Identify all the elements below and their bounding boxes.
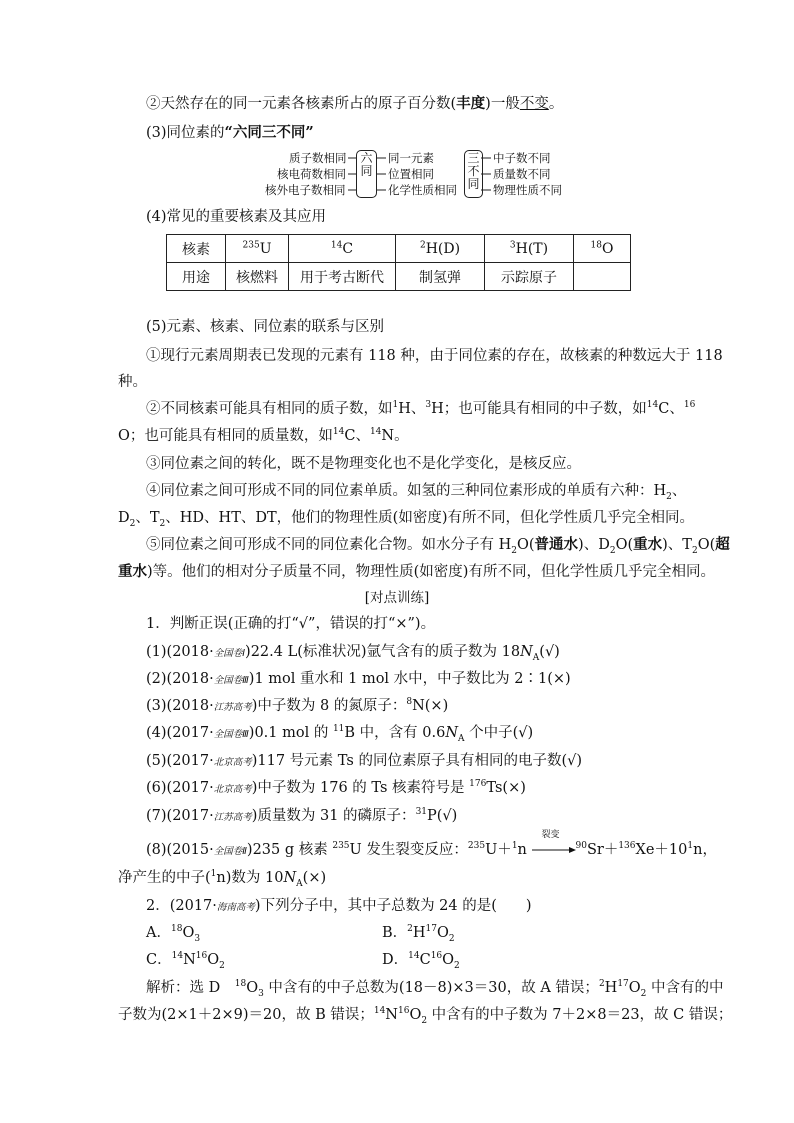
diagram-right-2: 质量数不同 (493, 167, 551, 181)
diagram-mid-1: 同一元素 (388, 151, 434, 165)
table-cell: $^{235}$U (226, 235, 289, 263)
table-row (167, 235, 631, 263)
list-item: (8)(2015·全国卷Ⅱ)235 g 核素 $^{235}$U 发生裂变反应：$^{235}$U＋$^1$n 裂变 $^{90}Sr+^{136}Xe+10^1n$， (146, 830, 717, 858)
paragraph-line: ⑤同位素之间可形成不同的同位素化合物。如水分子有 $H_2O$(普通水)、$D_2O$(重水)、$T_2O$(超 (146, 536, 730, 556)
paragraph-line: 种。 (118, 374, 147, 390)
table-cell: 核燃料 (226, 263, 289, 291)
paragraph-line: ④同位素之间可形成不同的同位素单质。如氢的三种同位素形成的单质有六种：$H_2$、 (146, 483, 687, 502)
diagram-left-2: 核电荷数相同 (277, 167, 346, 181)
list-item: 净产生的中子($^1$n)数为 $10N_A(\times)$ (118, 869, 327, 889)
six-same-box: 六同 (356, 150, 377, 198)
fission-arrow-icon: 裂变 (532, 843, 576, 857)
table-cell: $^3$H(T) (485, 235, 574, 263)
table-cell: $^{18}$O (574, 235, 631, 263)
table-cell: 用于考古断代 (289, 263, 396, 291)
table-cell: 示踪原子 (485, 263, 574, 291)
table-cell: 核素 (167, 235, 226, 263)
table-cell (574, 263, 631, 291)
section-5-title: (5)元素、核素、同位素的联系与区别 (146, 319, 385, 335)
nuclide-table (166, 234, 631, 291)
table-cell: 用途 (167, 263, 226, 291)
section-3-title: (3)同位素的“六同三不同” (146, 124, 314, 141)
question-1: 1．判断正误(正确的打“√”，错误的打“×”)。 (146, 616, 436, 632)
table-cell: $^2$H(D) (396, 235, 485, 263)
paragraph-line: 重水)等。他们的相对分子质量不同，物理性质(如密度)有所不同，但化学性质几乎完全相同。 (118, 563, 715, 580)
paragraph-line: O；也可能具有相同的质量数，如$^{14}$C、$^{14}$N。 (118, 427, 409, 444)
diagram-right-3: 物理性质不同 (493, 183, 562, 197)
list-item: (2)(2018·全国卷Ⅲ)1 mol 重水和 1 mol 水中，中子数比为 2∶1(×) (146, 671, 571, 687)
diagram-left-1: 质子数相同 (289, 151, 347, 165)
practice-heading: [对点训练] (364, 590, 430, 606)
list-item: (5)(2017·北京高考)117 号元素 Ts 的同位素原子具有相同的电子数(√) (146, 753, 583, 769)
option-a: A．$^{18}O_3$ (146, 924, 201, 944)
paragraph-line: ①现行元素周期表已发现的元素有 118 种，由于同位素的存在，故核素的种数远大于 118 (146, 348, 723, 364)
list-item: (4)(2017·全国卷Ⅲ)0.1 mol 的 $^{11}$B 中，含有 $0.6N_A$ 个中子(√) (146, 724, 534, 744)
diagram-mid-2: 位置相同 (388, 167, 434, 181)
diagram-right-1: 中子数不同 (493, 151, 551, 165)
paragraph-line: $D_2$、$T_2$、HD、HT、DT，他们的物理性质(如密度)有所不同，但化学性质几乎完全相同。 (118, 510, 694, 529)
diagram-left-3: 核外电子数相同 (265, 183, 346, 197)
paragraph-line: ②不同核素可能具有相同的质子数，如$^1$H、$^3$H；也可能具有相同的中子数，如$^{14}$C、$^{16}$ (146, 400, 696, 417)
list-item: (1)(2018·全国卷Ⅰ)22.4 L(标准状况)氩气含有的质子数为 $18N_A(√)$ (146, 644, 560, 663)
abundance-line: ②天然存在的同一元素各核素所占的原子百分数(丰度)一般不变。 (146, 95, 564, 112)
option-d: D．$^{14}C^{16}O_2$ (382, 951, 460, 971)
list-item: (7)(2017·江苏高考)质量数为 31 的磷原子：$^{31}$P(√) (146, 807, 458, 824)
diagram-arrows-right (481, 150, 493, 198)
option-b: B．$^2H^{17}O_2$ (382, 924, 455, 944)
answer-line: 解析：选 D $^{18}O_3$ 中含有的中子总数为(18－8)×3＝30，故 A 错误；$^2H^{17}O_2$ 中含有的中 (146, 979, 724, 999)
table-cell: $^{14}$C (289, 235, 396, 263)
table-cell: 制氢弹 (396, 263, 485, 291)
option-c: C．$^{14}N^{16}O_2$ (146, 951, 225, 971)
list-item: (6)(2017·北京高考)中子数为 176 的 Ts 核素符号是 $^{176}$Ts(×) (146, 779, 526, 796)
section-4-title: (4)常见的重要核素及其应用 (146, 209, 327, 225)
paragraph-line: ③同位素之间的转化，既不是物理变化也不是化学变化，是核反应。 (146, 456, 581, 472)
question-2: 2．(2017·海南高考)下列分子中，其中子总数为 24 的是( ) (146, 898, 532, 914)
list-item: (3)(2018·江苏高考)中子数为 8 的氮原子：$^8$N(×) (146, 697, 449, 714)
three-different-box: 三不同 (464, 150, 483, 198)
answer-line: 子数为(2×1＋2×9)＝20，故 B 错误；$^{14}N^{16}O_2$ 中含有的中子数为 7＋2×8＝23，故 C 错误； (118, 1006, 733, 1026)
six-same-three-different-diagram (262, 150, 572, 198)
table-row (167, 263, 631, 291)
diagram-mid-3: 化学性质相同 (388, 183, 457, 197)
